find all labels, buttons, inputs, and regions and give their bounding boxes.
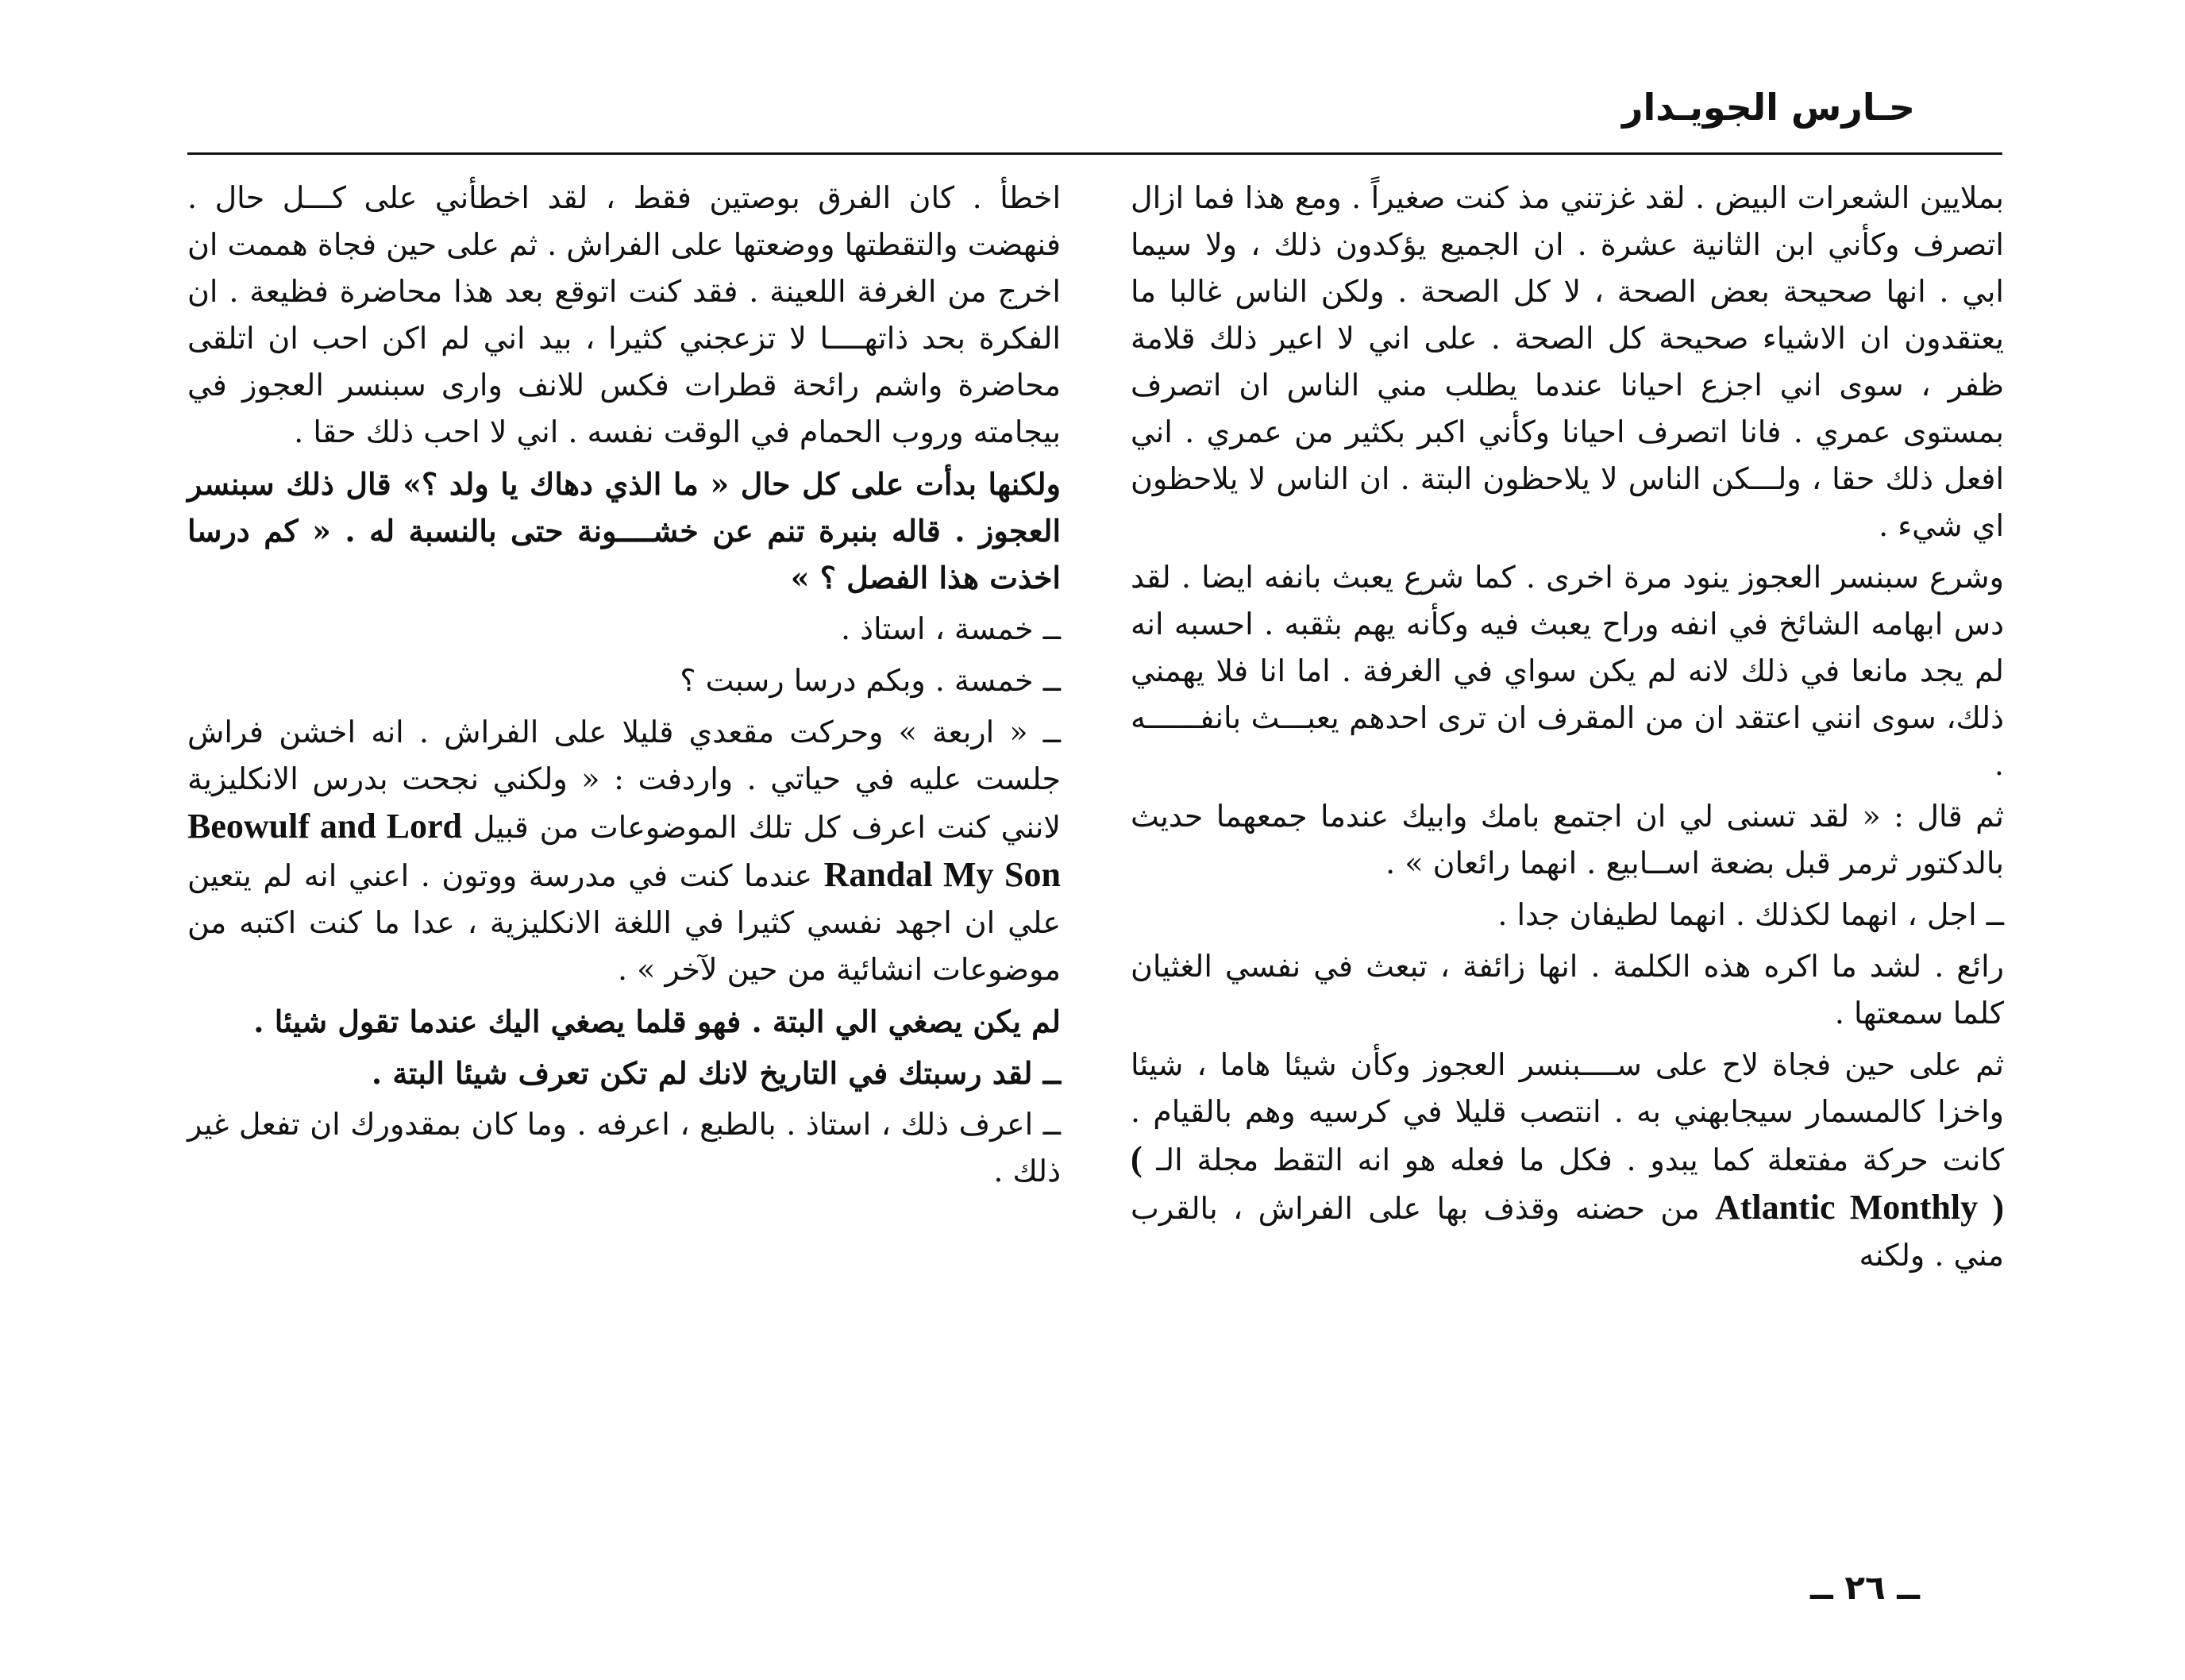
dialogue-line: ــ خمسة . وبكم درسا رسبت ؟ — [680, 663, 1061, 698]
paragraph-with-magazine-title — [1131, 1042, 2004, 1279]
paragraph-text: عندما كنت في مدرسة ووتون . اعني انه لم يتعين علي ان اجهد نفسي كثيرا في اللغة الانكليزية ، عدا ما كنت اكتبه من موضوعات انشائية من حين لآخر » . — [187, 858, 1061, 987]
paragraph: ولكنها بدأت على كل حال « ما الذي دهاك يا ولد ؟» قال ذلك سبنسر العجوز . قاله بنبرة تنم عن خشــــونة حتى بالنسبة له . « كم درسا اخذت هذا الفصل ؟ » — [187, 466, 1061, 595]
header-rule-left — [187, 152, 1053, 155]
paragraph: وشرع سبنسر العجوز ينود مرة اخرى . كما شرع يعبث بانفه ايضا . لقد دس ابهامه الشائخ في انفه وراح يعبث فيه وكأنه يهم بثقبه . احسبه انه لم يجد مانعا في ذلك لانه لم يكن سواي في الغرفة . اما انا فلا يهمني ذلك، سوى انني اعتقد ان من المقرف ان ترى احدهم يعبـــث بانفــــــه . — [1131, 560, 2004, 782]
left-text-column — [187, 175, 1061, 1200]
paragraph: اخطأ . كان الفرق بوصتين فقط ، لقد اخطأني على كـــل حال . فنهضت والتقطتها ووضعتها على الفراش . ثم على حين فجاة هممت ان اخرج من الغرفة اللعينة . فقد كنت اتوقع بعد هذا محاضرة فظيعة . ان الفكرة بحد ذاتهــــا لا تزعجني كثيرا ، بيد اني لم اكن احب ان اتلقى محاضرة واشم رائحة قطرات فكس للانف وارى سبنسر العجوز في بيجامته وروب الحمام في الوقت نفسه . اني لا احب ذلك حقا . — [187, 180, 1061, 449]
paragraph-text: ثم على حين فجاة لاح على ســــبنسر العجوز وكأن شيئا هاما ، شيئا واخزا كالمسمار سيجابهني به . انتصب قليلا في كرسيه وهم بالقيام . كانت حركة مفتعلة كما يبدو . فكل ما فعله هو انه التقط مجلة الـ — [1131, 1047, 2004, 1177]
paragraph: لم يكن يصغي الي البتة . فهو قلما يصغي اليك عندما تقول شيئا . — [253, 1004, 1061, 1039]
paragraph-text: ــ « اربعة » وحركت مقعدي قليلا على الفراش . انه اخشن فراش جلست عليه في حياتي . واردفت : « ولكني نجحت بدرس الانكليزية لانني كنت اعرف كل تلك الموضوعات من قبيل — [187, 715, 1061, 845]
paragraph-with-latin-titles — [187, 709, 1061, 993]
dialogue-line: ــ لقد رسبتك في التاريخ لانك لم تكن تعرف شيئا البتة . — [371, 1055, 1061, 1091]
paragraph: ــ اجل ، انهما لكذلك . انهما لطيفان جدا . — [1497, 897, 2004, 932]
dialogue-line: ــ اعرف ذلك ، استاذ . بالطبع ، اعرفه . وما كان بمقدورك ان تفعل غير ذلك . — [187, 1107, 1061, 1189]
magazine-title: ( Atlantic Monthly ) — [1131, 1139, 2004, 1227]
paragraph: ثم قال : « لقد تسنى لي ان اجتمع بامك وابيك عندما جمعهما حديث بالدكتور ثرمر قبل بضعة اســابيع . انهما رائعان » . — [1131, 799, 2004, 880]
paragraph: رائع . لشد ما اكره هذه الكلمة . انها زائفة ، تبعث في نفسي الغثيان كلما سمعتها . — [1131, 949, 2004, 1031]
latin-titles: Beowulf and Lord Randal My Son — [187, 807, 1061, 894]
right-text-column — [1131, 175, 2004, 1284]
page-number: ــ ٢٦ ــ — [1810, 1568, 1920, 1607]
paragraph-text: من حضنه وقذف بها على الفراش ، بالقرب مني . ولكنه — [1131, 1191, 2004, 1273]
paragraph: بملايين الشعرات البيض . لقد غزتني مذ كنت صغيراً . ومع هذا فما ازال اتصرف وكأني ابن الثانية عشرة . ان الجميع يؤكدون ذلك ، ولا سيما ابي . انها صحيحة بعض الصحة ، لا كل الصحة . ولكن الناس غالبا ما يعتقدون ان الاشياء صحيحة كل الصحة . على اني لا اعير ذلك قلامة ظفر ، سوى اني اجزع احيانا عندما يطلب مني الناس ان اتصرف بمستوى عمري . فانا اتصرف احيانا وكأني اكبر بكثير من عمري . اني افعل ذلك حقا ، ولـــكن الناس لا يلاحظون البتة . ان الناس لا يلاحظون اي شيء . — [1131, 180, 2004, 543]
running-header-title: حـارس الجويـدار — [1622, 86, 1915, 129]
dialogue-line: ــ خمسة ، استاذ . — [840, 611, 1061, 646]
